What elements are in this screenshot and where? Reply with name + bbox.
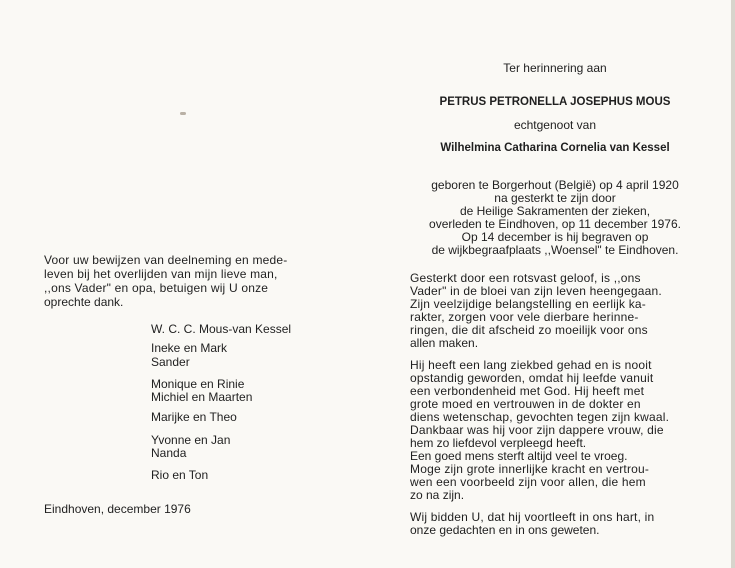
para2-line: Moge zijn grote innerlijke kracht en vertrou-	[410, 462, 650, 476]
para1-line: Vader" in de bloei van zijn leven heengegaan.	[410, 284, 662, 298]
bio-line: na gesterkt te zijn door	[494, 191, 616, 205]
family-name: Ineke en Mark	[151, 341, 228, 355]
paper-mark	[180, 112, 186, 115]
thanks-line-3: ,,ons Vader" en opa, betuigen wij U onze	[44, 281, 269, 295]
family-name: Monique en Rinie	[151, 377, 245, 391]
para2-line: diens wetenschap, gevochten tegen zijn kwaal.	[410, 410, 670, 424]
bio-line: de wijkbegraafplaats ,,Woensel" te Eindhoven.	[431, 243, 679, 257]
para1-line: Gesterkt door een rotsvast geloof, is ,,ons	[410, 271, 641, 285]
thanks-line-2: leven bij het overlijden van mijn lieve man,	[44, 267, 278, 281]
para3-line: onze gedachten en in ons geweten.	[410, 523, 600, 537]
family-name: Sander	[151, 355, 190, 369]
bio-line: Op 14 december is hij begraven op	[461, 230, 649, 244]
family-name: Yvonne en Jan	[151, 433, 231, 447]
place-date: Eindhoven, december 1976	[44, 502, 191, 516]
bio-line: overleden te Eindhoven, op 11 december 1976.	[429, 217, 681, 231]
para2-line: opstandig geworden, omdat hij leefde vanuit	[410, 371, 654, 385]
deceased-name: PETRUS PETRONELLA JOSEPHUS MOUS	[439, 96, 671, 108]
para2-line: wen een voorbeeld zijn voor allen, die hem	[410, 475, 646, 489]
family-name: Rio en Ton	[151, 468, 209, 482]
para2-line: hem zo liefdevol verpleegd heeft.	[410, 436, 587, 450]
para1-line: rakter, zorgen voor vele dierbare herinne-	[410, 310, 639, 324]
spouse-intro: echtgenoot van	[513, 118, 597, 132]
family-widow: W. C. C. Mous-van Kessel	[151, 322, 292, 336]
para2-line: Hij heeft een lang ziekbed gehad en is nooit	[410, 358, 652, 372]
para2-line: Een goed mens sterft altijd veel te vroeg.	[410, 449, 628, 463]
para2-line: grote moed en vertrouwen in de dokter en	[410, 397, 641, 411]
para1-line: ringen, die dit afscheid zo moeilijk voor ons	[410, 323, 648, 337]
para2-line: zo na zijn.	[410, 488, 465, 502]
family-name: Marijke en Theo	[151, 410, 237, 424]
bio-line: geboren te Borgerhout (België) op 4 april 1920	[431, 178, 679, 192]
para3-line: Wij bidden U, dat hij voortleeft in ons hart, in	[410, 510, 655, 524]
thanks-line-4: oprechte dank.	[44, 295, 124, 309]
family-name: Nanda	[151, 446, 187, 460]
intro-line: Ter herinnering aan	[503, 61, 607, 75]
para2-line: Dankbaar was hij voor zijn dappere vrouw, die	[410, 423, 664, 437]
family-name: Michiel en Maarten	[151, 390, 253, 404]
thanks-line-1: Voor uw bewijzen van deelneming en mede-	[44, 253, 288, 267]
spouse-name: Wilhelmina Catharina Cornelia van Kessel	[440, 142, 670, 154]
bio-line: de Heilige Sakramenten der zieken,	[459, 204, 651, 218]
para2-line: een verbondenheid met God. Hij heeft met	[410, 384, 645, 398]
para1-line: allen maken.	[410, 336, 479, 350]
para1-line: Zijn veelzijdige belangstelling en eerlijk ka-	[410, 297, 646, 311]
